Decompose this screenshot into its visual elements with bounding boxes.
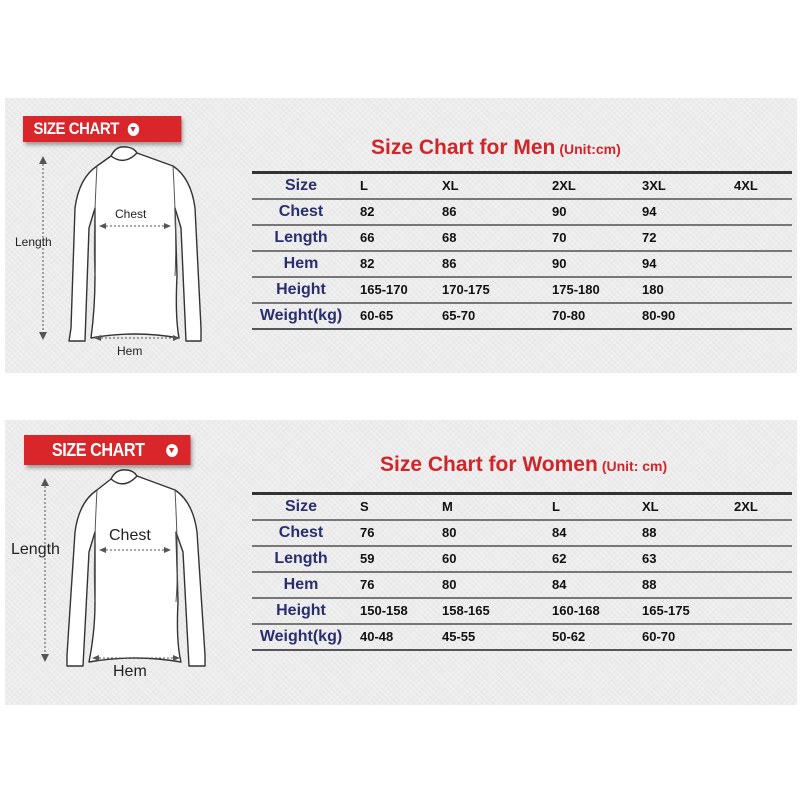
table-cell: 175-180 xyxy=(542,277,632,303)
table-cell: 88 xyxy=(632,572,724,598)
row-label: Weight(kg) xyxy=(252,303,350,329)
banner-label: SIZE CHART xyxy=(51,439,145,460)
size-column-header: 4XL xyxy=(724,173,792,199)
unit-text: (Unit: cm) xyxy=(601,458,668,474)
table-cell: 70-80 xyxy=(542,303,632,329)
table-cell: 170-175 xyxy=(432,277,542,303)
table-cell: 82 xyxy=(350,251,432,277)
table-cell: 65-70 xyxy=(432,303,542,329)
table-cell: 84 xyxy=(542,572,632,598)
table-row xyxy=(252,199,792,225)
table-cell xyxy=(724,251,792,277)
row-label: Size xyxy=(252,494,350,520)
table-cell: 82 xyxy=(350,199,432,225)
size-table xyxy=(252,171,792,330)
size-column-header: L xyxy=(350,173,432,199)
table-cell: 62 xyxy=(542,546,632,572)
table-cell: 68 xyxy=(432,225,542,251)
row-label: Height xyxy=(252,598,350,624)
table-cell: 66 xyxy=(350,225,432,251)
table-cell xyxy=(724,199,792,225)
table-header-row xyxy=(252,173,792,199)
table-cell xyxy=(724,303,792,329)
table-cell xyxy=(724,520,792,546)
chart-title xyxy=(371,136,621,160)
women-size-panel xyxy=(5,420,797,705)
title-text: Size Chart for Women xyxy=(380,453,598,476)
row-label: Chest xyxy=(252,520,350,546)
table-cell xyxy=(724,546,792,572)
table-cell: 50-62 xyxy=(542,624,632,650)
unit-text: (Unit:cm) xyxy=(559,141,621,157)
table-cell xyxy=(724,624,792,650)
table-cell: 76 xyxy=(350,520,432,546)
row-label: Hem xyxy=(252,251,350,277)
chest-label: Chest xyxy=(109,527,151,544)
row-label: Hem xyxy=(252,572,350,598)
table-row xyxy=(252,546,792,572)
table-cell: 90 xyxy=(542,251,632,277)
row-label: Height xyxy=(252,277,350,303)
banner-label: SIZE CHART xyxy=(33,119,119,138)
table-cell: 80 xyxy=(432,572,542,598)
table-cell: 80-90 xyxy=(632,303,724,329)
table-cell: 59 xyxy=(350,546,432,572)
size-column-header: L xyxy=(542,494,632,520)
table-cell: 60-70 xyxy=(632,624,724,650)
men-size-panel xyxy=(5,98,797,373)
table-cell: 165-170 xyxy=(350,277,432,303)
table-cell xyxy=(724,572,792,598)
table-cell xyxy=(724,277,792,303)
table-cell: 94 xyxy=(632,251,724,277)
size-column-header: XL xyxy=(632,494,724,520)
row-label: Weight(kg) xyxy=(252,624,350,650)
table-cell: 60-65 xyxy=(350,303,432,329)
table-cell: 86 xyxy=(432,199,542,225)
table-cell: 40-48 xyxy=(350,624,432,650)
row-label: Length xyxy=(252,225,350,251)
size-column-header: XL xyxy=(432,173,542,199)
table-cell: 90 xyxy=(542,199,632,225)
table-row xyxy=(252,520,792,546)
table-row xyxy=(252,598,792,624)
table-cell xyxy=(724,225,792,251)
table-cell: 180 xyxy=(632,277,724,303)
table-row xyxy=(252,225,792,251)
table-cell: 76 xyxy=(350,572,432,598)
size-column-header: S xyxy=(350,494,432,520)
size-table xyxy=(252,492,792,651)
chest-label: Chest xyxy=(115,207,147,221)
size-column-header: 2XL xyxy=(542,173,632,199)
row-label: Length xyxy=(252,546,350,572)
size-column-header: 2XL xyxy=(724,494,792,520)
size-column-header: M xyxy=(432,494,542,520)
table-cell: 60 xyxy=(432,546,542,572)
size-column-header: 3XL xyxy=(632,173,724,199)
table-cell: 160-168 xyxy=(542,598,632,624)
table-cell: 80 xyxy=(432,520,542,546)
row-label: Size xyxy=(252,173,350,199)
table-cell: 86 xyxy=(432,251,542,277)
table-row xyxy=(252,251,792,277)
hem-label: Hem xyxy=(117,344,143,358)
hem-label: Hem xyxy=(113,663,147,680)
table-cell: 150-158 xyxy=(350,598,432,624)
row-label: Chest xyxy=(252,199,350,225)
table-row xyxy=(252,277,792,303)
chart-title xyxy=(380,453,667,477)
title-text: Size Chart for Men xyxy=(371,136,556,159)
table-row xyxy=(252,303,792,329)
table-cell: 63 xyxy=(632,546,724,572)
table-cell: 45-55 xyxy=(432,624,542,650)
table-cell: 72 xyxy=(632,225,724,251)
table-row xyxy=(252,572,792,598)
table-header-row xyxy=(252,494,792,520)
table-cell: 94 xyxy=(632,199,724,225)
length-label: Length xyxy=(11,541,60,558)
table-cell: 70 xyxy=(542,225,632,251)
table-cell: 84 xyxy=(542,520,632,546)
table-cell: 88 xyxy=(632,520,724,546)
table-row xyxy=(252,624,792,650)
table-cell xyxy=(724,598,792,624)
table-cell: 158-165 xyxy=(432,598,542,624)
table-cell: 165-175 xyxy=(632,598,724,624)
length-label: Length xyxy=(15,235,52,249)
